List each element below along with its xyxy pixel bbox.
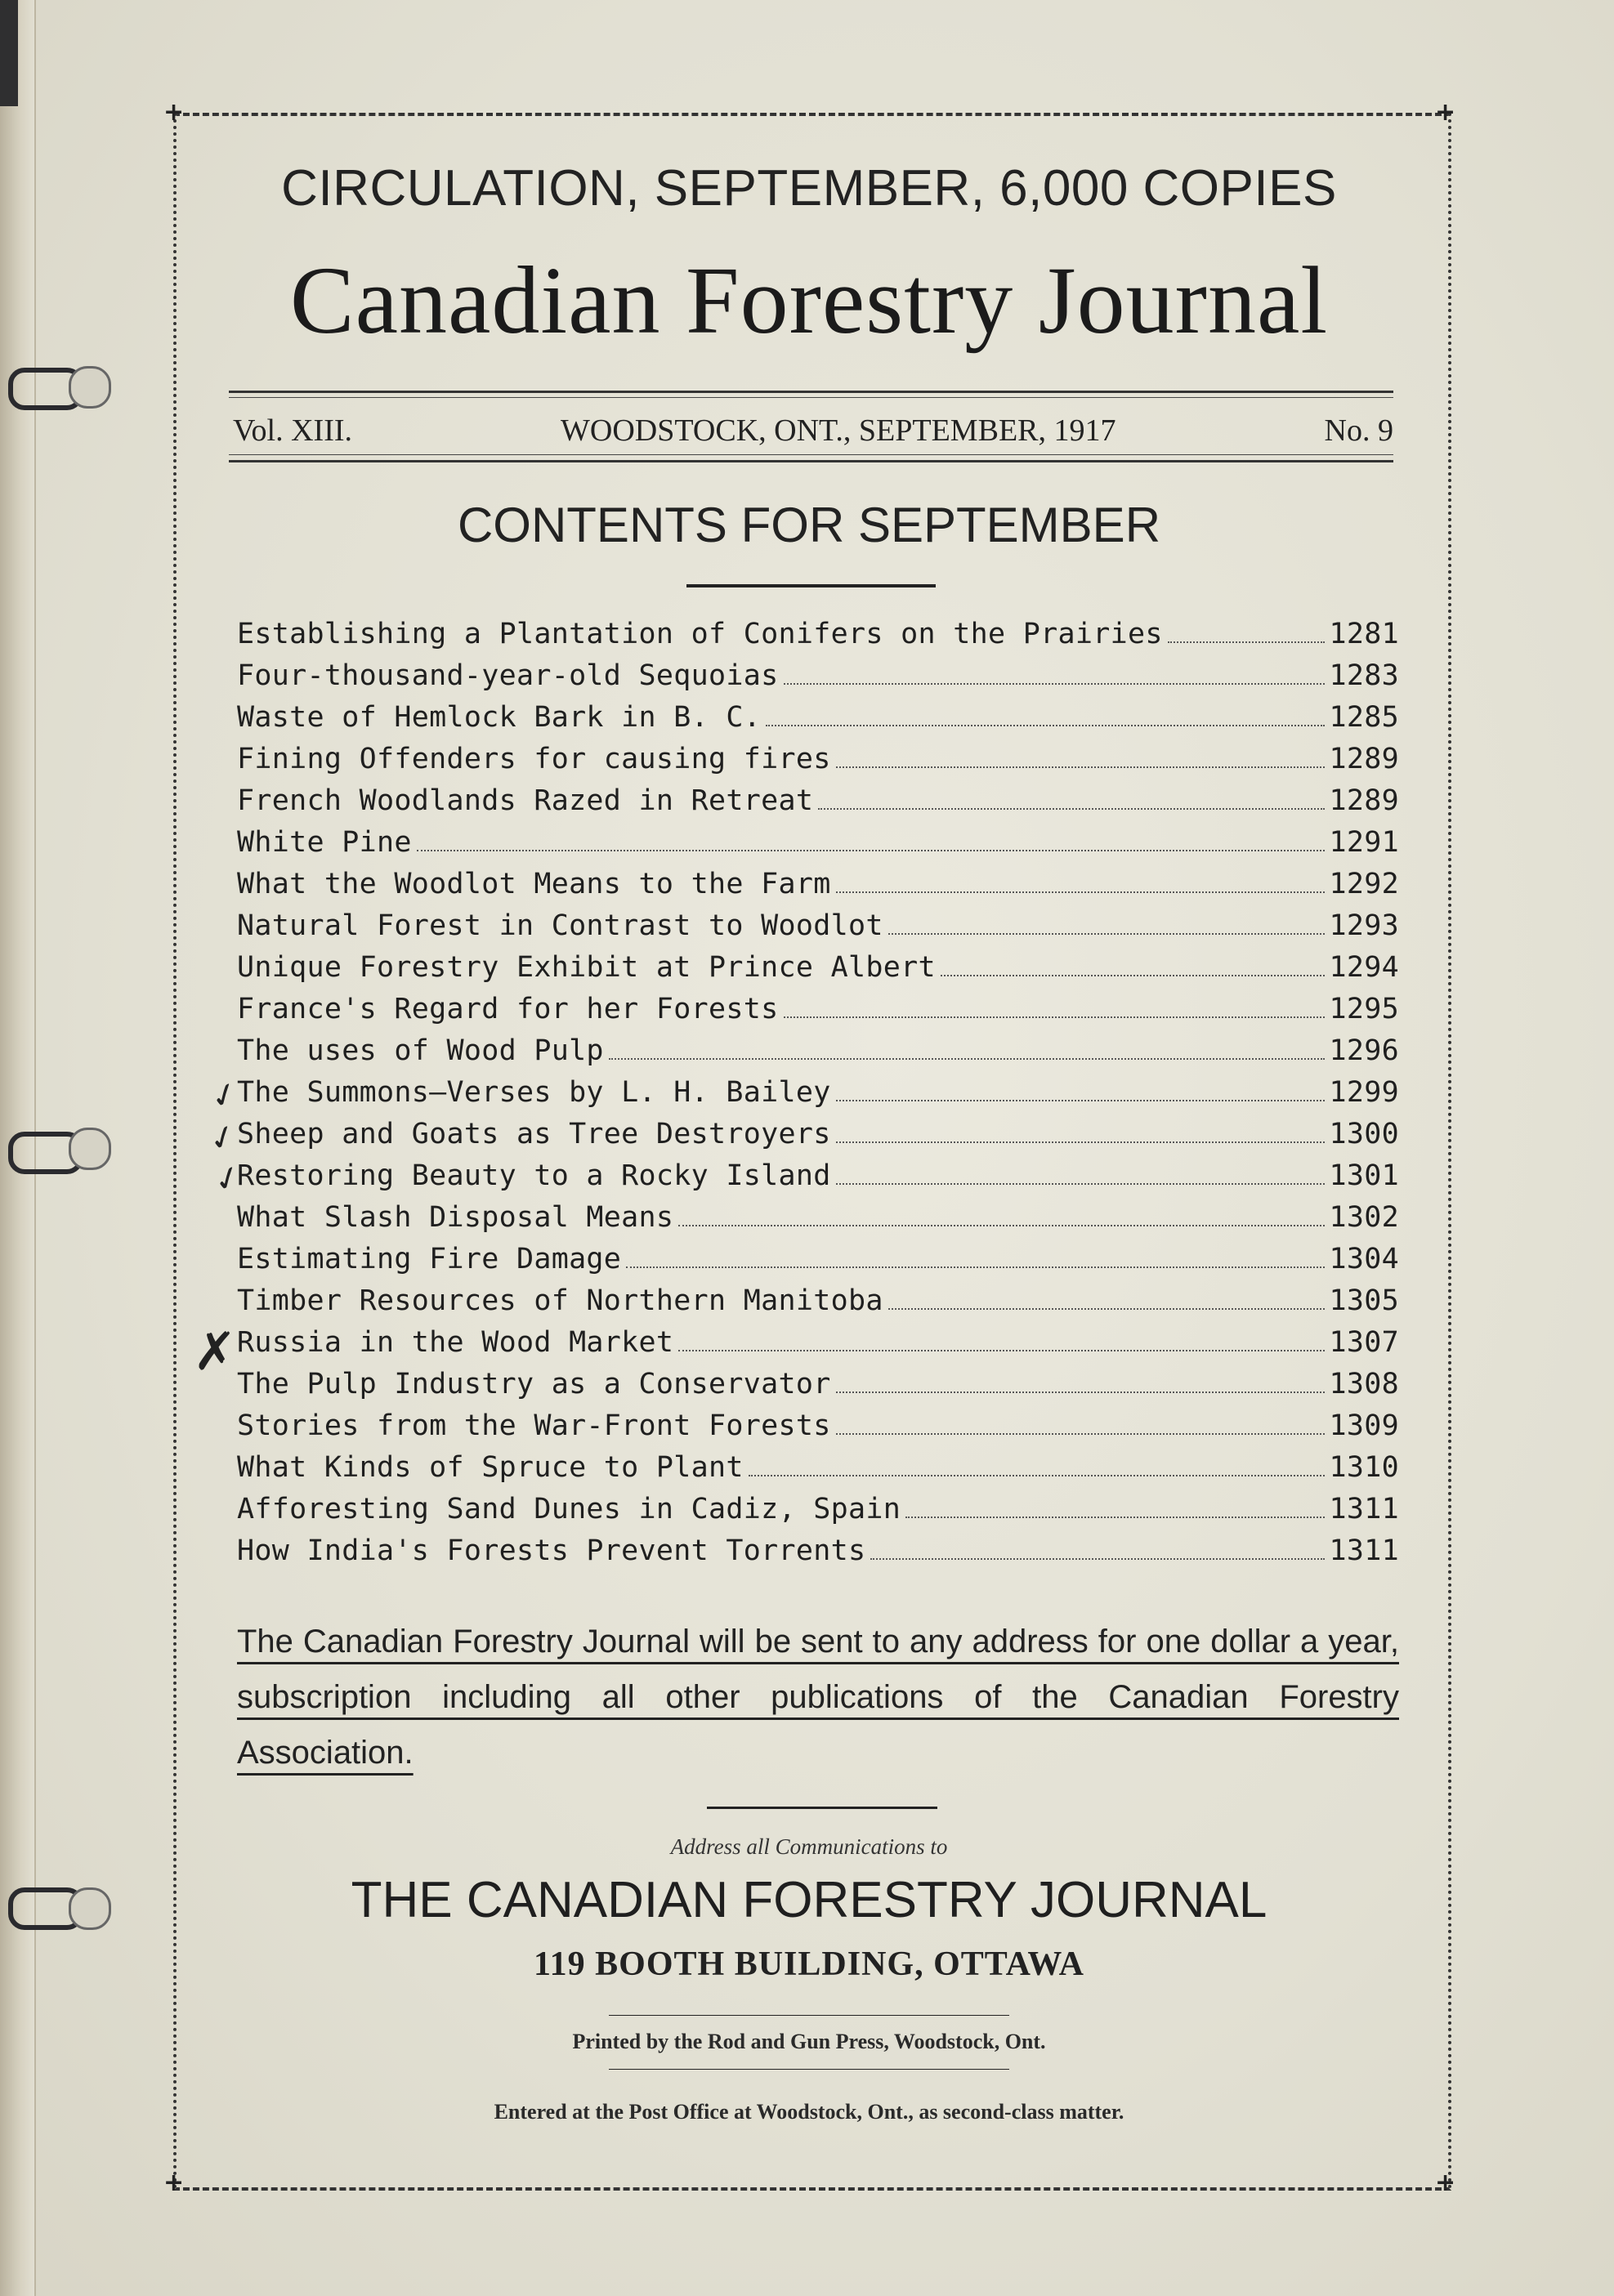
toc-leader-dots — [836, 766, 1325, 768]
toc-entry — [237, 909, 1399, 951]
toc-entry — [237, 659, 1399, 701]
toc-entry-title: Timber Resources of Northern Manitoba — [237, 1284, 883, 1317]
toc-leader-dots — [836, 1391, 1325, 1393]
toc-entry-title: The Summons—Verses by L. H. Bailey — [237, 1076, 831, 1109]
toc-entry-title: Natural Forest in Contrast to Woodlot — [237, 909, 883, 942]
toc-entry — [237, 1409, 1399, 1451]
toc-entry-title: Estimating Fire Damage — [237, 1243, 622, 1275]
binding-ring-eyelet — [69, 1128, 111, 1170]
toc-entry-page: 1307 — [1329, 1326, 1399, 1359]
toc-entry — [237, 1159, 1399, 1201]
toc-entry-title: The uses of Wood Pulp — [237, 1034, 604, 1067]
toc-entry — [237, 1368, 1399, 1409]
toc-entry-page: 1291 — [1329, 826, 1399, 859]
toc-leader-dots — [888, 933, 1325, 935]
circulation-line: CIRCULATION, SEPTEMBER, 6,000 COPIES — [281, 160, 1337, 217]
toc-entry-page: 1281 — [1329, 618, 1399, 650]
toc-leader-dots — [678, 1225, 1324, 1226]
toc-entry-page: 1293 — [1329, 909, 1399, 942]
toc-entry-page: 1295 — [1329, 993, 1399, 1025]
toc-leader-dots — [626, 1266, 1324, 1268]
toc-entry-title: Russia in the Wood Market — [237, 1326, 674, 1359]
toc-leader-dots — [836, 1141, 1325, 1143]
toc-entry — [237, 784, 1399, 826]
toc-entry-page: 1283 — [1329, 659, 1399, 692]
binding-strip — [0, 0, 18, 106]
toc-entry-title: How India's Forests Prevent Torrents — [237, 1534, 866, 1567]
printer-line: Printed by the Rod and Gun Press, Woodstock, Ont. — [572, 2030, 1046, 2053]
toc-leader-dots — [888, 1308, 1325, 1310]
journal-title: Canadian Forestry Journal — [289, 247, 1329, 354]
pencil-check-mark: ✓ — [208, 1156, 248, 1202]
toc-entry-title: What Kinds of Spruce to Plant — [237, 1451, 744, 1484]
toc-entry — [237, 701, 1399, 743]
toc-leader-dots — [766, 725, 1324, 726]
toc-entry-title: Afforesting Sand Dunes in Cadiz, Spain — [237, 1493, 901, 1525]
toc-leader-dots — [836, 1433, 1325, 1435]
border-corner-ornament: + — [1435, 98, 1456, 127]
toc-entry-title: Fining Offenders for causing fires — [237, 743, 831, 775]
place-date-label: WOODSTOCK, ONT., SEPTEMBER, 1917 — [561, 413, 1116, 448]
border-corner-ornament: + — [163, 2169, 185, 2197]
toc-leader-dots — [836, 891, 1325, 893]
printer-divider-top — [609, 2015, 1009, 2016]
toc-leader-dots — [870, 1558, 1324, 1560]
toc-leader-dots — [784, 683, 1325, 685]
postal-entry-note: Entered at the Post Office at Woodstock, Ont., as second-class matter. — [494, 2100, 1124, 2124]
toc-leader-dots — [836, 1100, 1325, 1101]
toc-entry-page: 1299 — [1329, 1076, 1399, 1109]
toc-leader-dots — [836, 1183, 1325, 1185]
issue-info-line — [233, 410, 1393, 451]
toc-leader-dots — [905, 1517, 1324, 1518]
toc-leader-dots — [784, 1016, 1325, 1018]
toc-entry — [237, 1284, 1399, 1326]
pencil-check-mark: ✓ — [203, 1115, 243, 1161]
toc-entry — [237, 993, 1399, 1034]
toc-entry-page: 1294 — [1329, 951, 1399, 984]
contents-heading: CONTENTS FOR SEPTEMBER — [457, 498, 1161, 552]
toc-entry-page: 1300 — [1329, 1118, 1399, 1150]
toc-entry-page: 1304 — [1329, 1243, 1399, 1275]
toc-leader-dots — [749, 1475, 1325, 1476]
toc-leader-dots — [941, 975, 1325, 976]
toc-entry-title: White Pine — [237, 826, 412, 859]
toc-entry — [237, 1201, 1399, 1243]
masthead-rule-top — [229, 391, 1393, 393]
toc-entry-title: Stories from the War-Front Forests — [237, 1409, 831, 1442]
pencil-cross-mark: ✗ — [193, 1322, 237, 1383]
toc-entry — [237, 1243, 1399, 1284]
toc-leader-dots — [678, 1350, 1324, 1351]
table-of-contents — [237, 618, 1399, 1576]
subscription-note: The Canadian Forestry Journal will be sent to any address for one dollar a year, subscription including all other publications of the Canadian Forestry Association. — [237, 1624, 1399, 1771]
toc-entry-title: Restoring Beauty to a Rocky Island — [237, 1159, 831, 1192]
binding-ring-eyelet — [69, 366, 111, 409]
toc-entry — [237, 618, 1399, 659]
border-corner-ornament: + — [1435, 2169, 1456, 2197]
toc-entry-title: Unique Forestry Exhibit at Prince Albert — [237, 951, 936, 984]
toc-entry — [237, 1493, 1399, 1534]
publisher-name: THE CANADIAN FORESTRY JOURNAL — [351, 1872, 1268, 1928]
printer-divider-bottom — [609, 2069, 1009, 2070]
toc-entry-page: 1285 — [1329, 701, 1399, 734]
toc-entry — [237, 868, 1399, 909]
masthead-rule-top-thin — [229, 397, 1393, 398]
toc-entry — [237, 1034, 1399, 1076]
toc-entry — [237, 1451, 1399, 1493]
toc-leader-dots — [609, 1058, 1325, 1060]
toc-entry-page: 1296 — [1329, 1034, 1399, 1067]
toc-entry-page: 1308 — [1329, 1368, 1399, 1400]
toc-entry-page: 1309 — [1329, 1409, 1399, 1442]
toc-entry-title: The Pulp Industry as a Conservator — [237, 1368, 831, 1400]
masthead-rule-bottom — [229, 460, 1393, 462]
toc-leader-dots — [1168, 641, 1325, 643]
toc-leader-dots — [818, 808, 1324, 810]
toc-entry-page: 1305 — [1329, 1284, 1399, 1317]
toc-leader-dots — [417, 850, 1325, 851]
toc-entry-title: What the Woodlot Means to the Farm — [237, 868, 831, 900]
masthead-rule-bottom-thin — [229, 454, 1393, 455]
address-intro: Address all Communications to — [670, 1834, 948, 1859]
heading-divider — [686, 584, 936, 587]
toc-entry-title: Waste of Hemlock Bark in B. C. — [237, 701, 762, 734]
toc-entry-title: Four-thousand-year-old Sequoias — [237, 659, 779, 692]
toc-entry-title: France's Regard for her Forests — [237, 993, 779, 1025]
toc-entry-title: Sheep and Goats as Tree Destroyers — [237, 1118, 831, 1150]
toc-entry-page: 1302 — [1329, 1201, 1399, 1234]
border-corner-ornament: + — [163, 98, 185, 127]
toc-entry-page: 1292 — [1329, 868, 1399, 900]
toc-entry-title: Establishing a Plantation of Conifers on the Prairies — [237, 618, 1163, 650]
address-divider — [707, 1807, 937, 1809]
toc-entry — [237, 1326, 1399, 1368]
toc-entry-page: 1289 — [1329, 784, 1399, 817]
binding-ring-eyelet — [69, 1887, 111, 1930]
toc-entry — [237, 743, 1399, 784]
publisher-address: 119 BOOTH BUILDING, OTTAWA — [533, 1945, 1085, 1983]
toc-entry-title: What Slash Disposal Means — [237, 1201, 674, 1234]
pencil-check-mark: ✓ — [205, 1073, 244, 1119]
toc-entry — [237, 1118, 1399, 1159]
toc-entry-page: 1310 — [1329, 1451, 1399, 1484]
toc-entry — [237, 1076, 1399, 1118]
toc-entry-page: 1311 — [1329, 1493, 1399, 1525]
toc-entry — [237, 826, 1399, 868]
toc-entry-page: 1289 — [1329, 743, 1399, 775]
toc-entry-page: 1301 — [1329, 1159, 1399, 1192]
toc-entry-page: 1311 — [1329, 1534, 1399, 1567]
volume-label: Vol. XIII. — [233, 413, 353, 448]
issue-number-label: No. 9 — [1324, 413, 1393, 448]
toc-entry — [237, 1534, 1399, 1576]
toc-entry-title: French Woodlands Razed in Retreat — [237, 784, 814, 817]
toc-entry — [237, 951, 1399, 993]
